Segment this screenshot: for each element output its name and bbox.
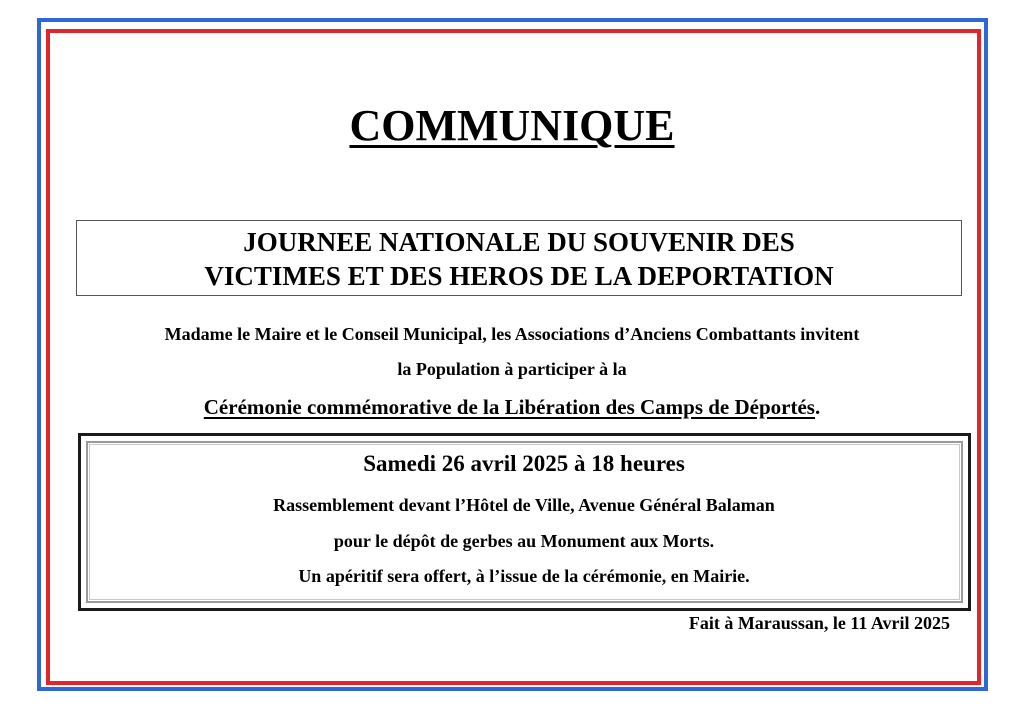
event-heading-box (76, 220, 962, 296)
event-detail-gathering: Rassemblement devant l’Hôtel de Ville, Avenue Général Balaman (273, 495, 775, 515)
invitation-line-1: Madame le Maire et le Conseil Municipal, les Associations d’Anciens Combattants invitent (164, 324, 860, 344)
event-date: Samedi 26 avril 2025 à 18 heures (363, 451, 685, 476)
ceremony-name (0, 393, 1024, 421)
document-title: COMMUNIQUE (349, 101, 675, 150)
signature-line: Fait à Maraussan, le 11 Avril 2025 (688, 613, 950, 633)
invitation-line-2: la Population à participer à la (397, 359, 627, 379)
event-detail-wreath: pour le dépôt de gerbes au Monument aux Morts. (333, 531, 715, 551)
event-detail-aperitif: Un apéritif sera offert, à l’issue de la cérémonie, en Mairie. (298, 566, 750, 586)
ceremony-name-punctuation: . (814, 395, 821, 419)
ceremony-name-text: Cérémonie commémorative de la Libération des Camps de Déportés (203, 395, 815, 419)
event-heading-line-1: JOURNEE NATIONALE DU SOUVENIR DES (243, 227, 795, 257)
event-heading-line-2: VICTIMES ET DES HEROS DE LA DEPORTATION (204, 261, 834, 291)
